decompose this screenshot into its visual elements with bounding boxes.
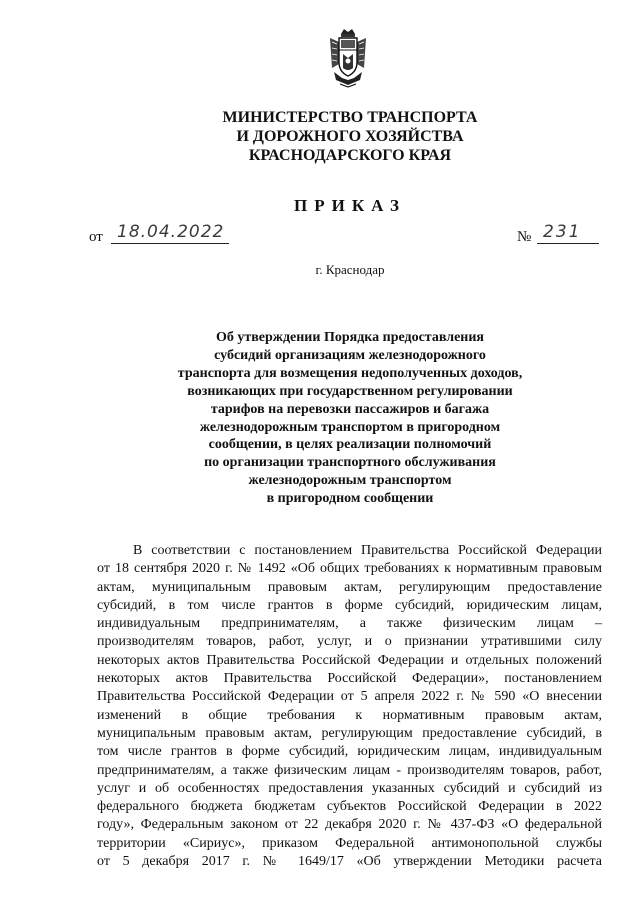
subject-line: железнодорожным транспортом в пригородном — [199, 419, 501, 435]
ministry-name-line: МИНИСТЕРСТВО ТРАНСПОРТА — [222, 109, 478, 126]
subject-line: субсидий организациям железнодорожного — [214, 347, 486, 363]
number-label: № — [517, 229, 532, 245]
paragraph-line: от 5 декабря 2017 г. № 1649/17 «Об утверждении Методики расчета — [97, 854, 602, 870]
coat-of-arms-icon — [326, 28, 370, 88]
paragraph-line: изменений в общие требования к нормативным правовым актам, — [97, 707, 602, 723]
subject-line: Об утверждении Порядка предоставления — [215, 330, 485, 345]
paragraph-line: актам, муниципальным правовым актам, регулирующим предоставление — [97, 579, 602, 595]
subject-line: по организации транспортного обслуживания — [204, 455, 496, 471]
date-number-row — [89, 222, 604, 252]
date-label: от — [89, 229, 103, 245]
subject-line: в пригородном сообщении — [266, 491, 434, 507]
paragraph-line: году», Федеральным законом от 22 декабря 2020 г. № 437-ФЗ «О федеральной — [97, 817, 602, 833]
subject-line: тарифов на перевозки пассажиров и багажа — [210, 401, 490, 417]
paragraph-line: некоторых актов Правительства Российской Федерации и отдельных положений — [97, 652, 602, 668]
preamble-paragraph — [97, 542, 602, 871]
city-line: г. Краснодар — [315, 262, 385, 277]
paragraph-line: некоторых актов Правительства Российской Федерации», постановлением — [97, 671, 602, 687]
paragraph-line: индивидуальным предпринимателям, а также физическим лицам – — [97, 616, 602, 632]
subject-line: транспорта для возмещения недополученных доходов, — [177, 365, 523, 381]
paragraph-line: услуг и об особенностях предоставления указанных субсидий и субсидий из — [97, 780, 602, 796]
subject-line: сообщении, в целях реализации полномочий — [208, 437, 492, 453]
subject-line: железнодорожным транспортом — [248, 473, 452, 489]
subject-line: возникающих при государственном регулировании — [187, 383, 513, 399]
paragraph-line: федерального бюджета бюджетам субъектов Российской Федерации в 2022 — [97, 799, 602, 815]
paragraph-line: муниципальным правовым актам, регулирующим предоставление субсидий, в — [97, 725, 602, 741]
ministry-name-line: КРАСНОДАРСКОГО КРАЯ — [248, 147, 452, 164]
paragraph-line: Правительства Российской Федерации от 5 апреля 2022 г. № 590 «О внесении — [97, 689, 602, 705]
ministry-name-line: И ДОРОЖНОГО ХОЗЯЙСТВА — [236, 128, 464, 145]
paragraph-line: В соответствии с постановлением Правительства Российской Федерации — [133, 543, 602, 558]
paragraph-line: от 18 сентября 2020 г. № 1492 «Об общих требованиях к нормативным правовым — [97, 561, 602, 577]
number-value: 231 — [537, 222, 599, 244]
paragraph-line: предпринимателям, а также физическим лицам - производителям товаров, работ, — [97, 762, 602, 778]
paragraph-line: производителям товаров, работ, услуг, и о признании утратившими силу — [97, 634, 602, 650]
paragraph-line: том числе грантов в форме субсидий, юридическим лицам, индивидуальным — [97, 744, 602, 760]
paragraph-line: территории «Сириус», приказом Федеральной антимонопольной службы — [97, 835, 602, 851]
order-subject — [0, 329, 628, 508]
document-type-heading: ПРИКАЗ — [294, 196, 406, 215]
paragraph-line: субсидий, в том числе грантов в форме субсидий, юридическим лицам, — [97, 597, 602, 613]
ministry-name — [0, 108, 628, 165]
date-value: 18.04.2022 — [111, 222, 229, 244]
